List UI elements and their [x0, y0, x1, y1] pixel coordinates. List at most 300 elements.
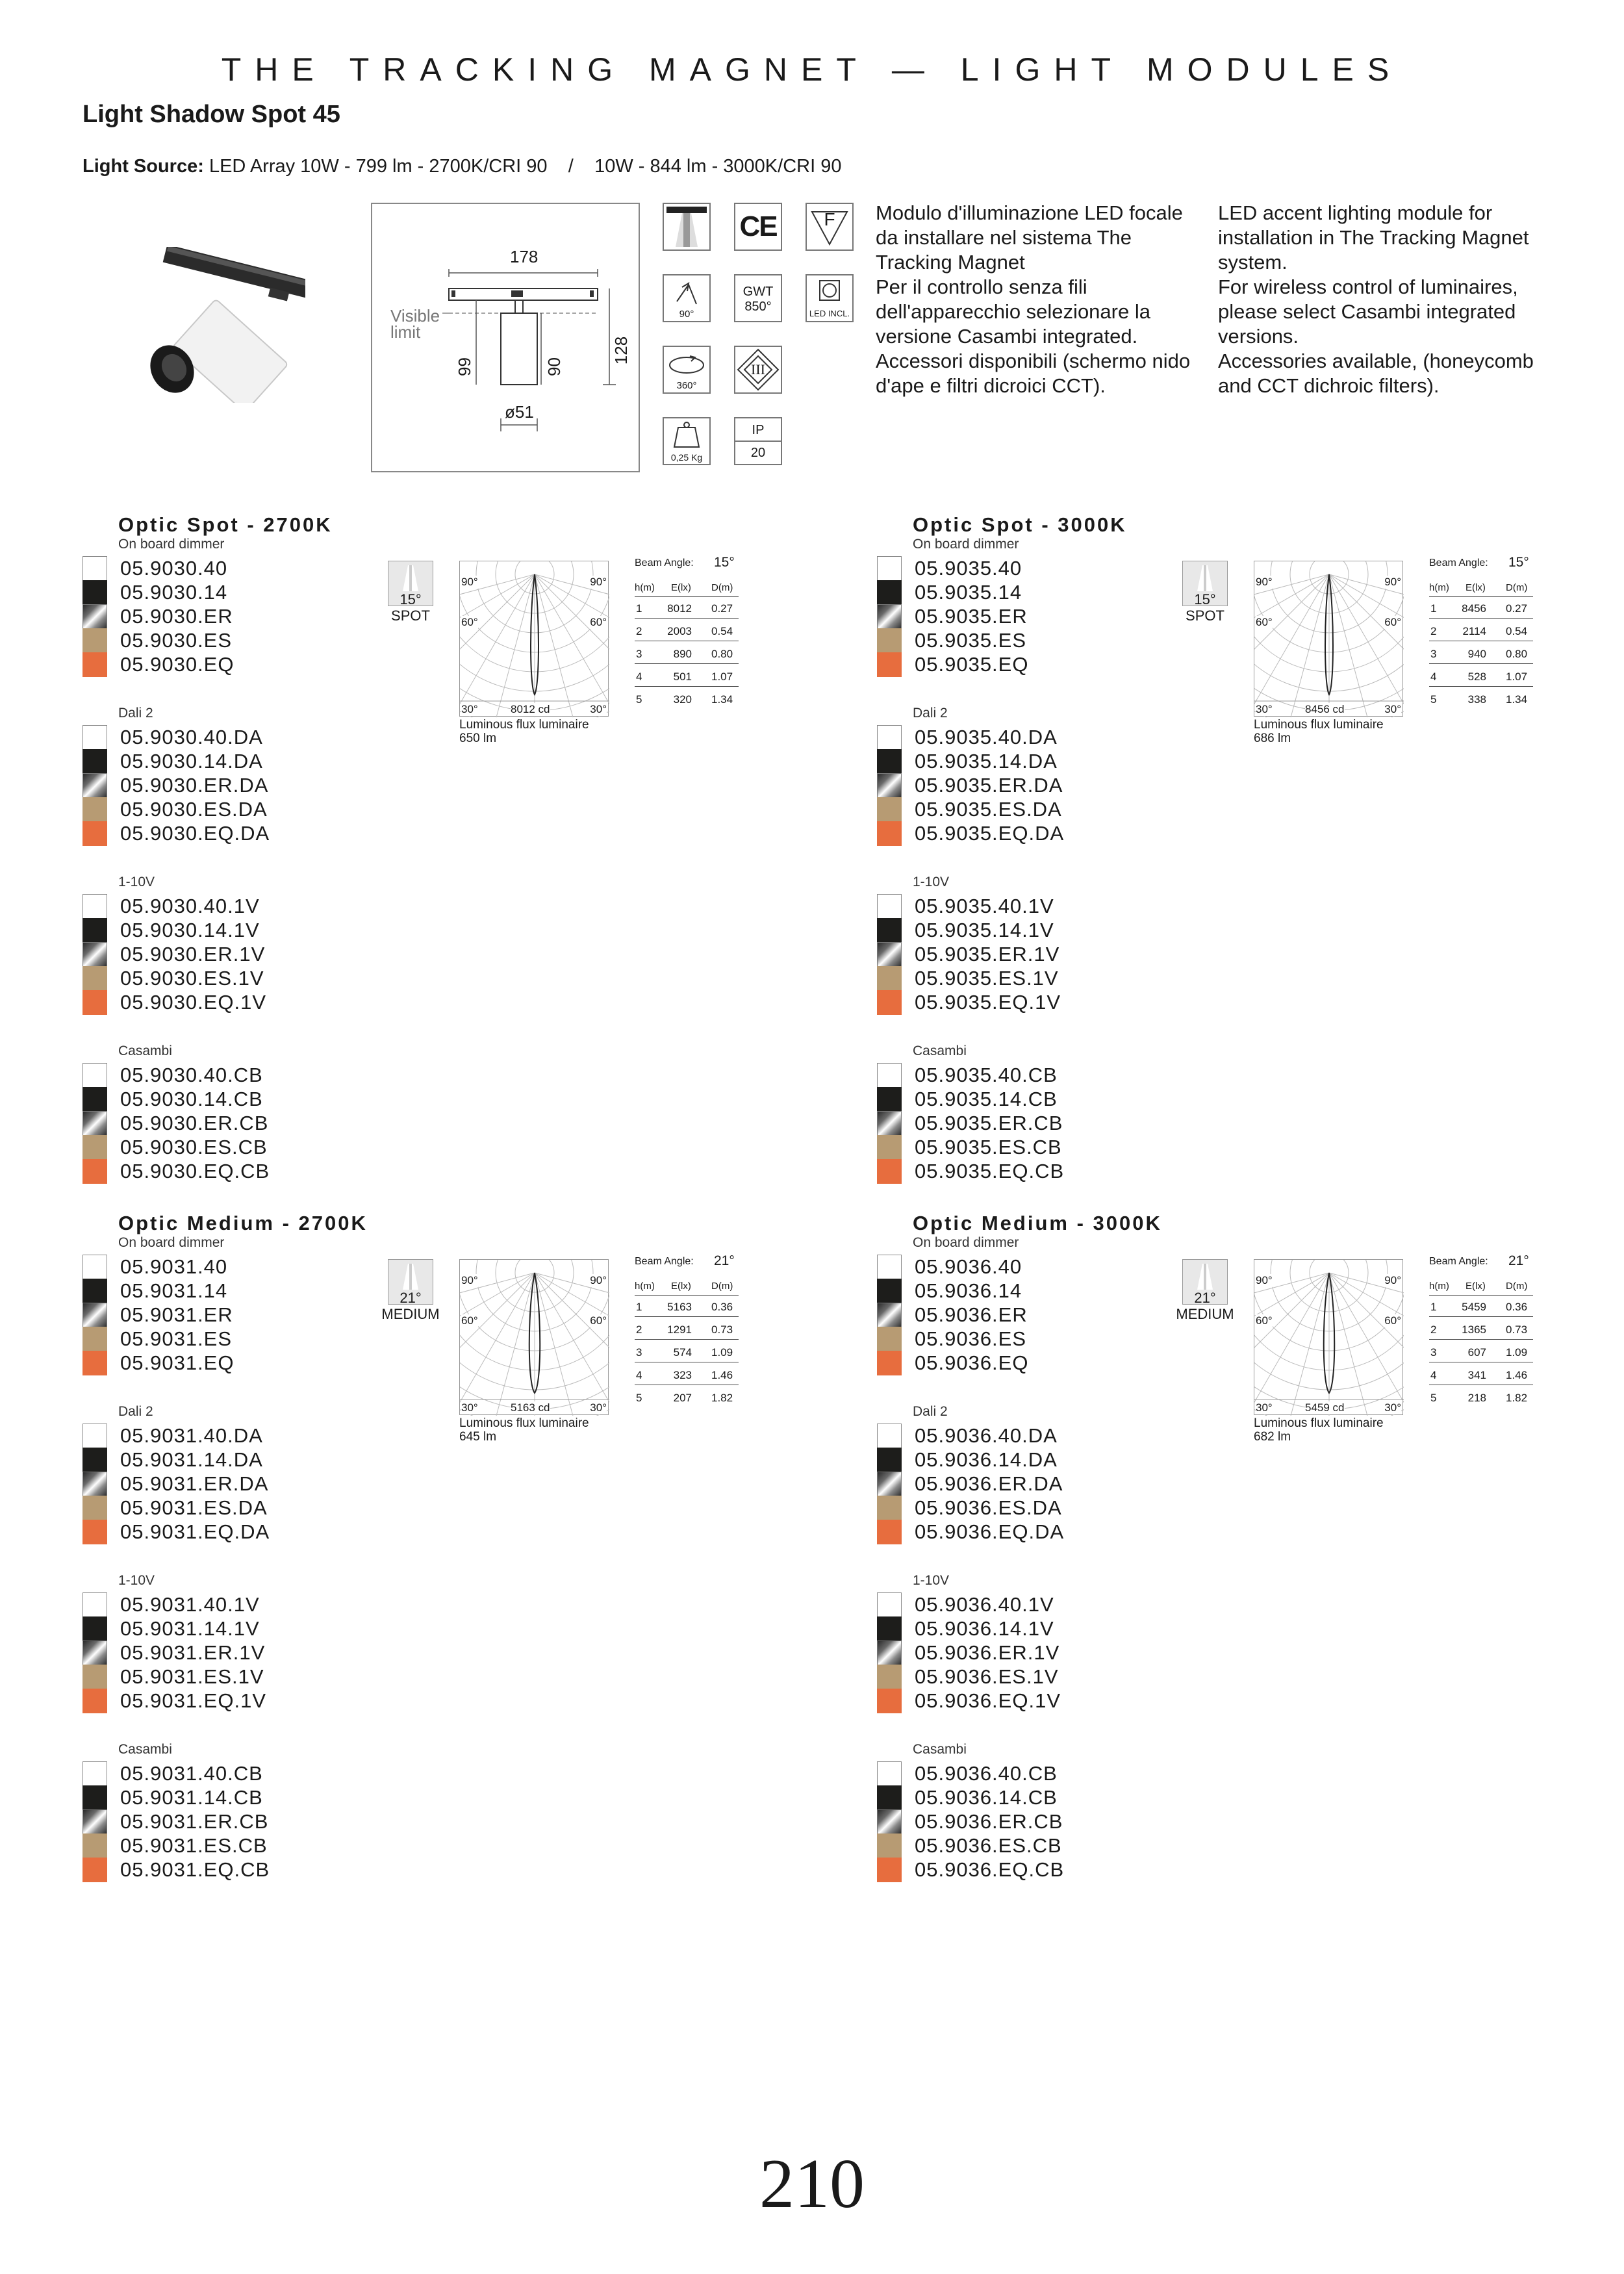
luminous-flux-label: Luminous flux luminaire [459, 1416, 589, 1430]
group-label: On board dimmer [913, 537, 1019, 552]
finish-swatch-bronze [82, 966, 107, 991]
finish-swatch-white [82, 1063, 107, 1088]
finish-swatch-white [82, 556, 107, 581]
table-cell: 1.46 [711, 1369, 733, 1381]
polar-diagram [1254, 561, 1403, 717]
product-code: 05.9030.EQ.DA [120, 822, 270, 845]
luminous-flux-label: Luminous flux luminaire [459, 718, 589, 732]
product-code: 05.9036.EQ.CB [915, 1858, 1065, 1881]
finish-swatch-chrome [82, 604, 107, 629]
polar-label-90-right: 90° [590, 1274, 607, 1286]
table-cell: 3 [636, 1346, 642, 1359]
table-cell: 207 [673, 1392, 692, 1404]
table-cell: 1.34 [1506, 693, 1528, 706]
code-row [877, 1087, 1058, 1112]
group-label: 1-10V [118, 875, 155, 889]
finish-swatch-orange [877, 1159, 902, 1184]
product-code: 05.9035.14 [915, 581, 1022, 604]
table-cell: 0.80 [711, 648, 733, 660]
code-row [877, 628, 1026, 653]
angle-90-text: 90° [679, 309, 694, 320]
code-row [877, 580, 1022, 605]
finish-swatch-black [82, 580, 107, 605]
dim-width: 178 [510, 247, 539, 266]
code-row [82, 966, 264, 991]
table-row [635, 690, 739, 709]
code-row [82, 1616, 260, 1641]
finish-swatch-orange [877, 1351, 902, 1375]
table-cell: 5163 [667, 1301, 692, 1313]
finish-swatch-bronze [82, 797, 107, 822]
group-label: Dali 2 [118, 1404, 153, 1419]
finish-swatch-black [877, 580, 902, 605]
polar-label-30-right: 30° [1384, 1401, 1401, 1414]
table-row [1429, 1366, 1533, 1385]
code-row [82, 749, 263, 774]
code-row [82, 1279, 227, 1303]
table-cell: 2 [636, 1323, 642, 1336]
product-code: 05.9031.14.DA [120, 1448, 263, 1471]
code-row [82, 894, 260, 919]
table-col-header: E(lx) [671, 1281, 691, 1292]
table-cell: 5459 [1462, 1301, 1486, 1313]
product-code: 05.9036.EQ [915, 1351, 1029, 1374]
product-code: 05.9030.14 [120, 581, 228, 604]
polar-label-30-left: 30° [461, 703, 478, 715]
product-code: 05.9030.EQ.1V [120, 991, 266, 1014]
table-cell: 0.54 [1506, 625, 1528, 637]
product-code: 05.9035.ER.1V [915, 943, 1060, 965]
finish-swatch-orange [877, 1689, 902, 1713]
table-cell: 2003 [667, 625, 692, 637]
finish-swatch-orange [82, 1351, 107, 1375]
code-row [877, 1641, 1059, 1665]
code-row [877, 894, 1054, 919]
code-row [877, 652, 1028, 677]
luminous-flux-label: Luminous flux luminaire [1254, 1416, 1384, 1430]
table-cell: 1 [636, 1301, 642, 1313]
product-code: 05.9030.ES [120, 629, 233, 652]
code-row [82, 652, 234, 677]
polar-candela: 8456 cd [1305, 703, 1345, 715]
table-cell: 0.73 [711, 1323, 733, 1336]
table-row [1429, 1388, 1533, 1408]
beam-angle-value: 15° [1508, 555, 1529, 570]
polar-label-90-left: 90° [1256, 1274, 1273, 1286]
spot-beam-icon [663, 203, 711, 251]
product-code: 05.9031.EQ [120, 1351, 235, 1374]
table-row [1429, 667, 1533, 687]
desc-en-line: installation in The Tracking Magnet [1218, 226, 1529, 249]
table-col-header: h(m) [635, 582, 655, 593]
product-code: 05.9030.ER.1V [120, 943, 266, 965]
table-col-header: D(m) [711, 582, 733, 593]
product-code: 05.9036.ES [915, 1327, 1027, 1350]
finish-swatch-orange [82, 652, 107, 677]
finish-swatch-orange [877, 821, 902, 846]
code-row [877, 1592, 1054, 1617]
section-title: Optic Medium - 3000K [913, 1212, 1162, 1234]
code-row [82, 1424, 263, 1448]
finish-swatch-bronze [877, 797, 902, 822]
weight-icon [663, 417, 711, 465]
beam-badge-angle: 21° [1194, 1290, 1216, 1306]
table-cell: 0.36 [1506, 1301, 1528, 1313]
finish-swatch-chrome [82, 773, 107, 798]
dim-diameter: ø51 [505, 402, 534, 422]
polar-label-90-right: 90° [590, 576, 607, 588]
finish-swatch-black [82, 749, 107, 774]
finish-swatch-bronze [877, 1135, 902, 1160]
product-code: 05.9036.40 [915, 1255, 1022, 1278]
table-divider [1429, 596, 1533, 597]
table-row [1429, 599, 1533, 619]
code-row [82, 797, 268, 822]
led-incl-icon [806, 274, 854, 322]
product-code: 05.9031.ER [120, 1303, 233, 1326]
product-code: 05.9036.14.DA [915, 1448, 1058, 1471]
product-code: 05.9031.14.CB [120, 1786, 263, 1809]
table-cell: 1 [1430, 602, 1437, 615]
polar-label-90-left: 90° [1256, 576, 1273, 588]
polar-label-60-left: 60° [461, 616, 478, 628]
beam-badge-label: SPOT [1186, 607, 1224, 624]
finish-swatch-bronze [82, 1833, 107, 1858]
desc-it-line: dell'apparecchio selezionare la [876, 300, 1150, 323]
table-cell: 574 [673, 1346, 692, 1359]
code-row [877, 773, 1063, 798]
code-row [82, 821, 270, 846]
class-iii-text: III [751, 361, 765, 377]
table-col-header: D(m) [1506, 1281, 1528, 1292]
ip-label: IP [735, 418, 781, 442]
finish-swatch-black [877, 1279, 902, 1303]
tilt-90-icon [663, 274, 711, 322]
table-col-header: D(m) [711, 1281, 733, 1292]
finish-swatch-black [877, 1087, 902, 1112]
product-code: 05.9035.40.1V [915, 895, 1054, 917]
finish-swatch-chrome [82, 1472, 107, 1496]
polar-diagram [1254, 1259, 1403, 1415]
group-label: Dali 2 [913, 706, 948, 721]
desc-en-line: please select Casambi integrated [1218, 300, 1516, 323]
product-code: 05.9031.ER.CB [120, 1810, 269, 1833]
product-code: 05.9036.40.CB [915, 1762, 1058, 1785]
photometric-table [1429, 1253, 1533, 1425]
table-cell: 218 [1467, 1392, 1486, 1404]
polar-label-30-right: 30° [1384, 703, 1401, 715]
code-row [877, 604, 1028, 629]
table-cell: 890 [673, 648, 692, 660]
product-code: 05.9031.40.DA [120, 1424, 263, 1447]
table-col-header: E(lx) [1465, 582, 1486, 593]
product-code: 05.9036.EQ.1V [915, 1689, 1061, 1712]
code-row [877, 1303, 1028, 1327]
luminous-flux-value: 682 lm [1254, 1430, 1291, 1444]
table-cell: 4 [1430, 1369, 1437, 1381]
product-code: 05.9035.ER.DA [915, 774, 1063, 797]
product-code: 05.9030.ES.1V [120, 967, 264, 990]
led-incl-text: LED INCL. [809, 309, 850, 318]
polar-label-90-right: 90° [1384, 576, 1401, 588]
group-label: Casambi [118, 1043, 172, 1058]
table-cell: 2 [1430, 625, 1437, 637]
finish-swatch-white [877, 1592, 902, 1617]
code-row [877, 1520, 1064, 1544]
table-cell: 1 [1430, 1301, 1437, 1313]
table-row [1429, 1343, 1533, 1362]
product-code: 05.9035.EQ [915, 653, 1029, 676]
table-cell: 2 [1430, 1323, 1437, 1336]
product-code: 05.9031.40.CB [120, 1762, 263, 1785]
table-row [635, 599, 739, 619]
code-row [877, 1689, 1061, 1713]
polar-label-30-right: 30° [590, 1401, 607, 1414]
product-code: 05.9036.ER.CB [915, 1810, 1063, 1833]
beam-badge-angle: 21° [400, 1290, 422, 1306]
code-row [82, 1351, 234, 1375]
group-label: On board dimmer [118, 537, 225, 552]
polar-label-90-left: 90° [461, 1274, 478, 1286]
dimension-drawing [371, 203, 640, 472]
table-cell: 1365 [1462, 1323, 1486, 1336]
finish-swatch-bronze [877, 1833, 902, 1858]
polar-diagram [459, 561, 609, 717]
table-row [635, 1297, 739, 1317]
finish-swatch-black [82, 1279, 107, 1303]
table-cell: 501 [673, 671, 692, 683]
desc-it-line: versione Casambi integrated. [876, 325, 1138, 348]
desc-en-line: versions. [1218, 325, 1299, 348]
product-code: 05.9036.14.CB [915, 1786, 1058, 1809]
table-divider [635, 1295, 739, 1296]
code-row [82, 1833, 268, 1858]
table-cell: 5 [636, 1392, 642, 1404]
finish-swatch-chrome [82, 1641, 107, 1665]
dim-h2: 90 [544, 357, 564, 376]
beam-badge-angle: 15° [1194, 591, 1216, 607]
ce-text: CE [739, 211, 777, 242]
finish-swatch-orange [82, 1520, 107, 1544]
photometric-table [635, 557, 739, 726]
finish-swatch-white [877, 1063, 902, 1088]
table-cell: 3 [1430, 1346, 1437, 1359]
finish-swatch-bronze [877, 1327, 902, 1351]
product-code: 05.9031.EQ.CB [120, 1858, 270, 1881]
product-code: 05.9035.14.CB [915, 1088, 1058, 1110]
product-code: 05.9035.EQ.1V [915, 991, 1061, 1014]
table-cell: 4 [636, 671, 642, 683]
section-title: Optic Spot - 2700K [118, 513, 333, 536]
light-source-value: LED Array 10W - 799 lm - 2700K/CRI 90 / 10W - 844 lm - 3000K/CRI 90 [209, 156, 842, 177]
table-row [635, 1320, 739, 1340]
product-code: 05.9035.ER [915, 605, 1028, 628]
product-code: 05.9031.ES.CB [120, 1834, 268, 1857]
group-label: Casambi [913, 1742, 967, 1757]
code-row [877, 821, 1064, 846]
code-row [82, 1255, 227, 1279]
code-row [877, 1785, 1058, 1810]
product-code: 05.9030.ES.DA [120, 798, 268, 821]
desc-it-line: Tracking Magnet [876, 251, 1025, 274]
code-row [82, 918, 260, 943]
beam-angle-label: Beam Angle: [635, 557, 694, 568]
product-code: 05.9031.40 [120, 1255, 228, 1278]
code-row [877, 1159, 1064, 1184]
table-row [1429, 1297, 1533, 1317]
finish-swatch-orange [82, 1689, 107, 1713]
code-row [82, 1063, 263, 1088]
dim-h3: 128 [611, 336, 631, 365]
group-label: On board dimmer [118, 1235, 225, 1250]
finish-swatch-black [82, 1785, 107, 1810]
beam-angle-value: 15° [714, 555, 735, 570]
finish-swatch-orange [877, 990, 902, 1015]
code-row [877, 1665, 1059, 1689]
beam-badge-label: MEDIUM [1176, 1306, 1234, 1322]
code-row [877, 725, 1058, 750]
product-code: 05.9030.40.DA [120, 726, 263, 748]
product-code: 05.9035.ES.1V [915, 967, 1059, 990]
product-code: 05.9031.40.1V [120, 1593, 260, 1616]
code-row [82, 1665, 264, 1689]
finish-swatch-chrome [82, 942, 107, 967]
product-code: 05.9035.ER.CB [915, 1112, 1063, 1134]
product-code: 05.9030.40.1V [120, 895, 260, 917]
finish-swatch-orange [877, 1858, 902, 1882]
weight-text: 0,25 Kg [670, 452, 703, 463]
code-row [877, 990, 1061, 1015]
polar-candela: 5163 cd [511, 1401, 550, 1414]
table-row [635, 1343, 739, 1362]
finish-swatch-chrome [877, 1111, 902, 1136]
code-row [877, 1351, 1028, 1375]
product-code: 05.9035.40.DA [915, 726, 1058, 748]
table-cell: 1.82 [1506, 1392, 1528, 1404]
finish-swatch-bronze [82, 628, 107, 653]
code-row [877, 797, 1062, 822]
product-image [136, 247, 305, 403]
code-row [82, 1496, 268, 1520]
product-code: 05.9030.14.1V [120, 919, 260, 941]
code-row [877, 556, 1022, 581]
finish-swatch-orange [877, 652, 902, 677]
desc-it-line: Modulo d'illuminazione LED focale [876, 201, 1183, 224]
ip-rating-icon [734, 417, 782, 465]
product-title: Light Shadow Spot 45 [82, 101, 340, 128]
code-row [877, 1448, 1058, 1472]
product-code: 05.9036.ER.1V [915, 1641, 1060, 1664]
table-cell: 5 [636, 693, 642, 706]
group-label: Dali 2 [118, 706, 153, 721]
product-code: 05.9035.ES.CB [915, 1136, 1062, 1158]
finish-swatch-bronze [82, 1665, 107, 1689]
code-row [877, 1111, 1063, 1136]
rot-360-text: 360° [676, 380, 697, 391]
table-row [1429, 1320, 1533, 1340]
product-code: 05.9036.40.1V [915, 1593, 1054, 1616]
code-row [877, 942, 1059, 967]
code-row [877, 1424, 1058, 1448]
table-cell: 338 [1467, 693, 1486, 706]
table-cell: 4 [636, 1369, 642, 1381]
code-row [82, 628, 232, 653]
product-code: 05.9031.ES.DA [120, 1496, 268, 1519]
finish-swatch-white [877, 894, 902, 919]
photometric-table [635, 1253, 739, 1425]
beam-badge-label: MEDIUM [381, 1306, 440, 1322]
finish-swatch-black [877, 1448, 902, 1472]
product-code: 05.9036.ES.CB [915, 1834, 1062, 1857]
finish-swatch-white [877, 556, 902, 581]
code-row [82, 1858, 270, 1882]
gwt-temp-text: 850° [744, 300, 772, 314]
product-code: 05.9031.ER.DA [120, 1472, 269, 1495]
table-row [1429, 622, 1533, 641]
product-code: 05.9035.40 [915, 557, 1022, 580]
table-cell: 1.09 [1506, 1346, 1528, 1359]
code-row [82, 1689, 266, 1713]
desc-it-line: d'ape e filtri dicroici CCT). [876, 374, 1106, 397]
beam-badge-angle: 15° [400, 591, 422, 607]
polar-label-30-left: 30° [461, 1401, 478, 1414]
product-code: 05.9030.14.DA [120, 750, 263, 773]
code-row [82, 1641, 265, 1665]
polar-label-30-left: 30° [1256, 703, 1273, 715]
rotation-360-icon [663, 346, 711, 394]
polar-label-60-right: 60° [590, 1314, 607, 1327]
code-row [82, 1520, 270, 1544]
group-label: On board dimmer [913, 1235, 1019, 1250]
finish-swatch-black [82, 1616, 107, 1641]
beam-angle-label: Beam Angle: [1429, 1256, 1488, 1267]
finish-swatch-white [82, 1255, 107, 1279]
table-cell: 607 [1467, 1346, 1486, 1359]
table-cell: 1.82 [711, 1392, 733, 1404]
table-cell: 320 [673, 693, 692, 706]
finish-swatch-bronze [82, 1327, 107, 1351]
f-mark-icon [806, 203, 854, 251]
section-title: Optic Medium - 2700K [118, 1212, 368, 1234]
product-code: 05.9031.ER.1V [120, 1641, 266, 1664]
finish-swatch-bronze [877, 1496, 902, 1520]
dim-h1: 99 [454, 357, 474, 376]
product-code: 05.9030.40 [120, 557, 228, 580]
code-row [82, 1087, 263, 1112]
polar-label-90-right: 90° [1384, 1274, 1401, 1286]
table-cell: 5 [1430, 1392, 1437, 1404]
ce-mark-icon [734, 203, 782, 251]
beam-angle-label: Beam Angle: [635, 1256, 694, 1267]
finish-swatch-black [877, 749, 902, 774]
product-code: 05.9031.14 [120, 1279, 228, 1302]
table-divider [635, 596, 739, 597]
product-code: 05.9030.ES.CB [120, 1136, 268, 1158]
code-row [82, 1448, 263, 1472]
code-row [82, 1592, 260, 1617]
product-code: 05.9036.ES.1V [915, 1665, 1059, 1688]
table-cell: 323 [673, 1369, 692, 1381]
table-col-header: h(m) [1429, 1281, 1449, 1292]
product-code: 05.9031.14.1V [120, 1617, 260, 1640]
code-row [877, 918, 1054, 943]
product-code: 05.9036.14 [915, 1279, 1022, 1302]
desc-en-line: For wireless control of luminaires, [1218, 275, 1518, 298]
code-row [82, 1809, 268, 1834]
code-row [82, 1761, 263, 1786]
table-row [635, 622, 739, 641]
table-cell: 3 [636, 648, 642, 660]
